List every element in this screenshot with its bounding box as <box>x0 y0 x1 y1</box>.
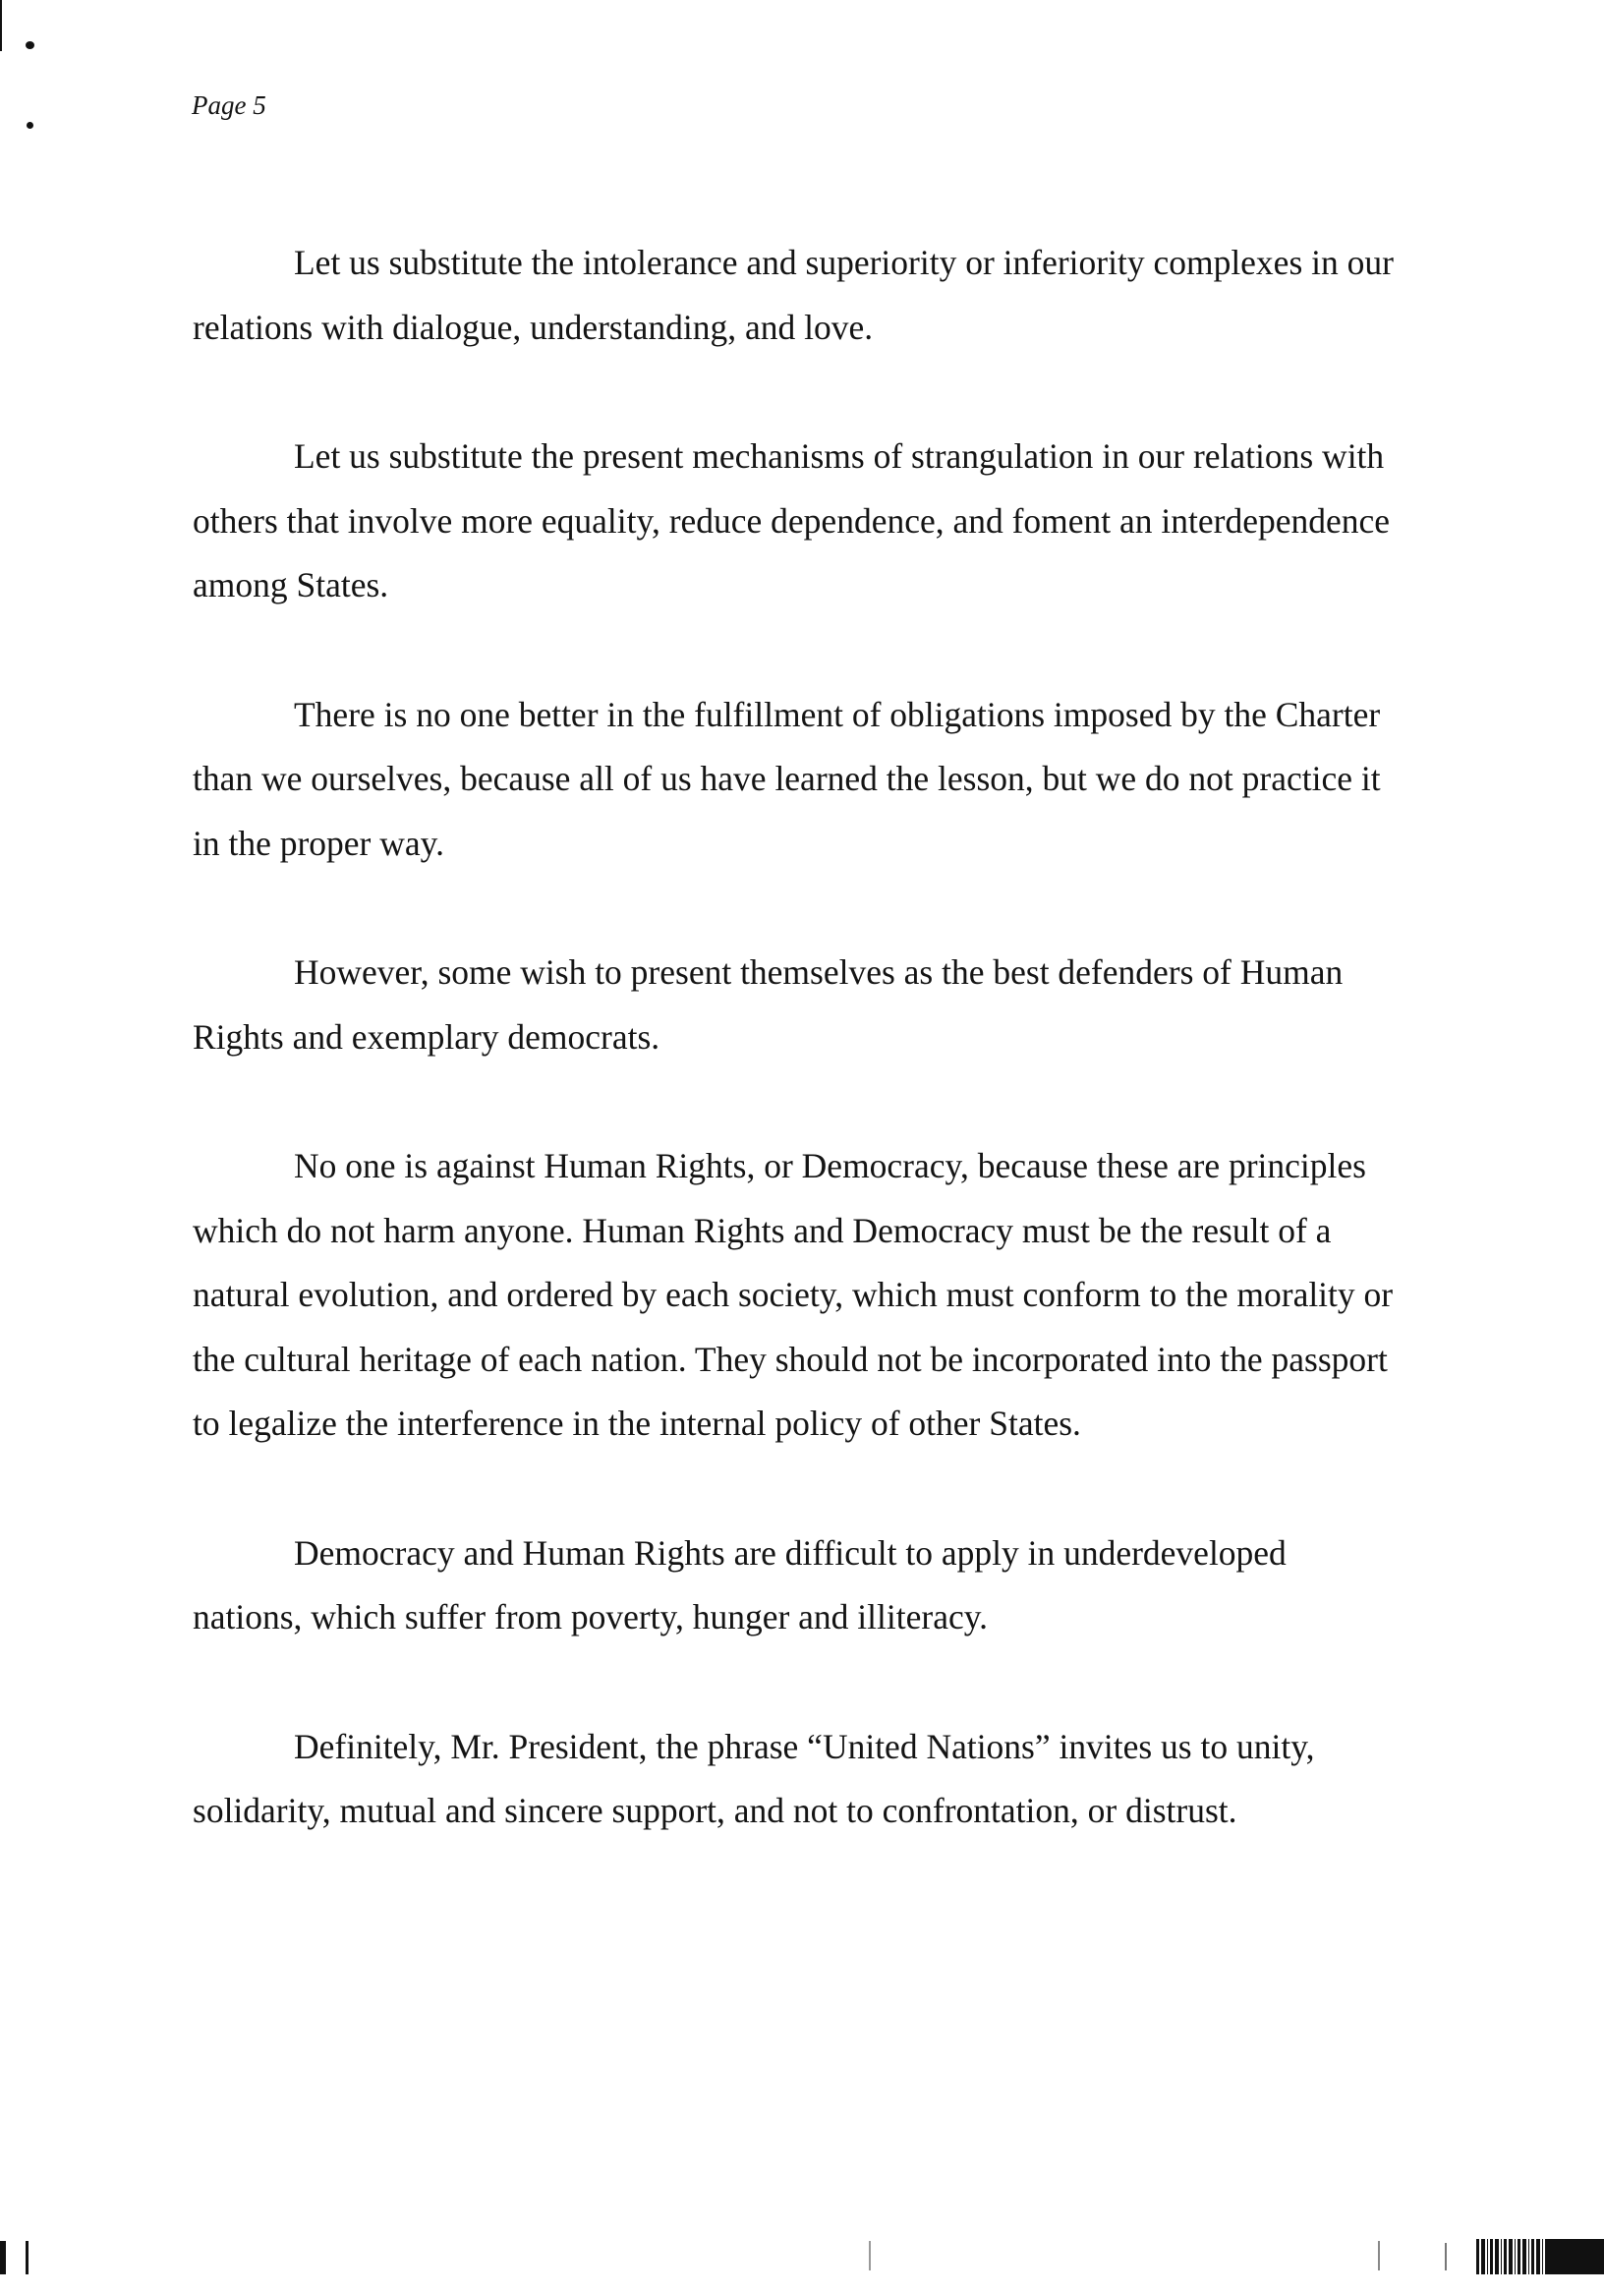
document-body <box>193 231 1402 1909</box>
scan-dot-left <box>27 122 33 129</box>
scan-mark-bottom-center <box>869 2241 871 2270</box>
paragraph: Democracy and Human Rights are difficult to apply in underdeveloped nations, which suffer from poverty, hunger and illiteracy. <box>193 1532 1287 1636</box>
paragraph: However, some wish to present themselves as the best defenders of Human Rights and exemplary democrats. <box>193 952 1344 1057</box>
scan-mark-bottom-right-1 <box>1378 2241 1380 2270</box>
scan-dot-top <box>26 41 34 49</box>
paragraph: No one is against Human Rights, or Democracy, because these are principles which do not harm anyone. Human Rights and Democracy must be the result of a natural evolution, and ordered by each society, which must conform to the morality or the cultural heritage of each nation. They should not be incorporated into the passport to legalize the interference in the internal policy of other States. <box>193 1146 1394 1443</box>
paragraph: Let us substitute the present mechanisms of strangulation in our relations with others that involve more equality, reduce dependence, and foment an interdependence among States. <box>193 436 1390 604</box>
paragraph: Definitely, Mr. President, the phrase “United Nations” invites us to unity, solidarity, mutual and sincere support, and not to confrontation, or distrust. <box>193 1726 1315 1830</box>
scan-mark-bottom-left-2 <box>26 2241 29 2274</box>
scan-mark-top-left <box>0 0 2 51</box>
paragraph: Let us substitute the intolerance and superiority or inferiority complexes in our relations with dialogue, understanding, and love. <box>193 243 1394 347</box>
scan-mark-bottom-left-1 <box>0 2241 6 2274</box>
scan-barcode-edge <box>1476 2239 1604 2274</box>
paragraph: There is no one better in the fulfillment of obligations imposed by the Charter than we ourselves, because all of us have learned the lesson, but we do not practice it in the proper way. <box>193 694 1381 863</box>
page-number: Page 5 <box>192 90 266 120</box>
scan-mark-bottom-right-2 <box>1445 2243 1447 2270</box>
